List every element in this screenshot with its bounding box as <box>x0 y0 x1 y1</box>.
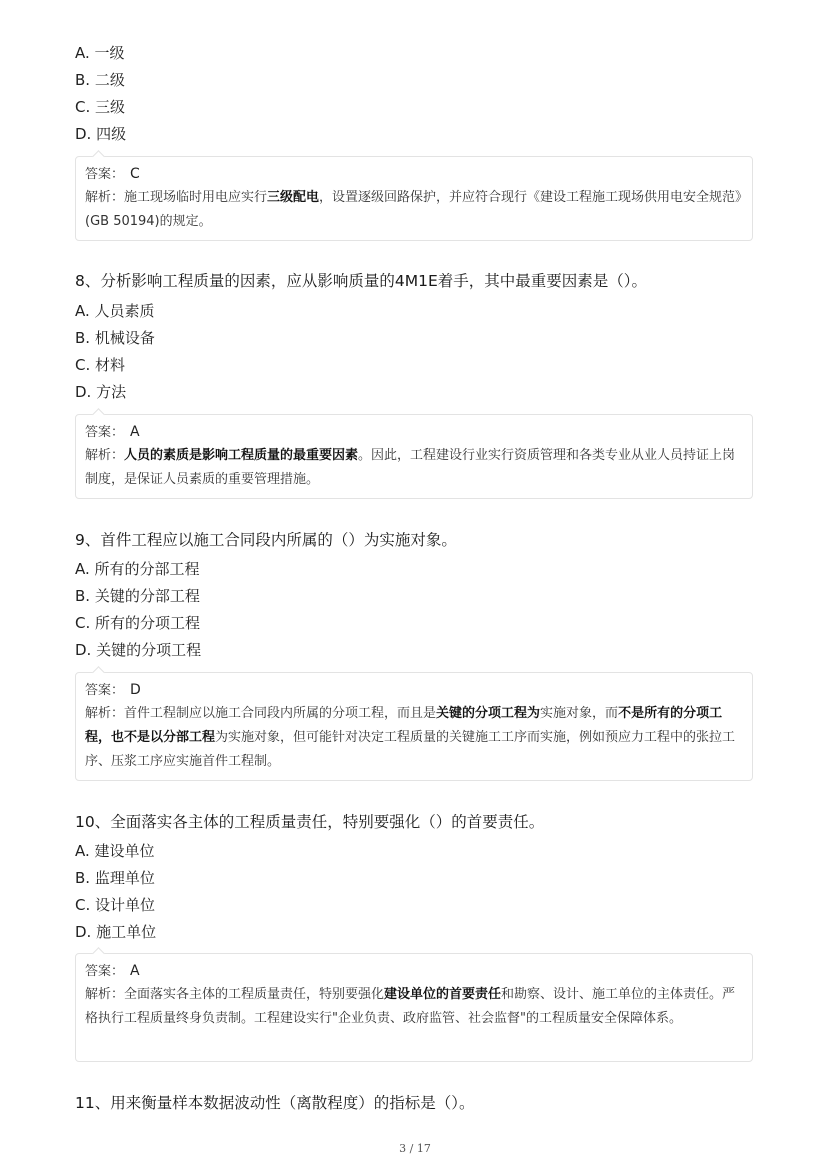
option-b <box>75 586 200 606</box>
option-label: C. <box>75 896 91 914</box>
answer-label: 答案： <box>85 964 125 979</box>
answer-box-q10 <box>75 953 753 1062</box>
option-d <box>75 124 126 144</box>
option-text: 所有的分部工程 <box>94 560 200 578</box>
answer-label: 答案： <box>85 683 125 698</box>
question-text: 分析影响工程质量的因素，应从影响质量的4M1E着手，其中最重要因素是（）。 <box>100 272 648 290</box>
answer-label: 答案： <box>85 167 125 182</box>
question-8 <box>75 270 647 292</box>
option-label: D. <box>75 641 92 659</box>
question-11 <box>75 1092 475 1114</box>
option-label: D. <box>75 923 92 941</box>
option-label: B. <box>75 71 91 89</box>
explanation <box>85 983 743 1031</box>
option-c <box>75 97 125 117</box>
option-text: 二级 <box>94 71 125 89</box>
question-number: 11、 <box>75 1094 111 1112</box>
answer-line <box>85 679 743 702</box>
option-d <box>75 382 126 402</box>
option-b <box>75 328 155 348</box>
option-text: 材料 <box>95 356 126 374</box>
option-text: 关键的分项工程 <box>96 641 202 659</box>
answer-line <box>85 421 743 444</box>
option-text: 三级 <box>95 98 126 116</box>
option-label: A. <box>75 560 90 578</box>
option-text: 建设单位 <box>94 842 155 860</box>
question-number: 10、 <box>75 813 111 831</box>
explanation-emphasis: 建设单位的首要责任 <box>384 987 502 1002</box>
option-c <box>75 613 200 633</box>
page-indicator: 3 / 17 <box>399 1142 431 1155</box>
option-label: A. <box>75 44 90 62</box>
explanation-text: 全面落实各主体的工程质量责任，特别要强化 <box>124 987 385 1002</box>
explanation-text: ，设置逐级回路保护，并应符合现行《建设工程施工现场供用电安全规范》(GB 50194)的规定。 <box>85 190 742 229</box>
pointer-notch <box>92 150 105 163</box>
question-9 <box>75 529 457 551</box>
option-label: C. <box>75 356 91 374</box>
option-text: 关键的分部工程 <box>94 587 200 605</box>
option-text: 所有的分项工程 <box>95 614 201 632</box>
explanation-emphasis: 人员的素质是影响工程质量的最重要因素 <box>124 448 359 463</box>
answer-value: A <box>130 424 140 440</box>
explanation-emphasis: 三级配电 <box>267 190 320 205</box>
explanation-text: 首件工程制应以施工合同段内所属的分项工程，而且是 <box>124 706 437 721</box>
question-number: 9、 <box>75 531 101 549</box>
option-d <box>75 640 201 660</box>
explanation-text: 和勘察、设计、施工单位的主体责任。严格执行工程质量终身负责制。工程建设实行"企业负责、政府监管、社会监督"的工程质量安全保障体系。 <box>85 987 736 1026</box>
option-b <box>75 868 155 888</box>
explanation-label: 解析： <box>85 706 125 721</box>
pointer-notch <box>92 947 105 960</box>
option-text: 方法 <box>96 383 127 401</box>
question-text: 用来衡量样本数据波动性（离散程度）的指标是（）。 <box>110 1094 475 1112</box>
explanation <box>85 444 743 492</box>
pointer-notch <box>92 408 105 421</box>
explanation-text: 实施对象，而 <box>540 706 619 721</box>
option-label: A. <box>75 302 90 320</box>
answer-label: 答案： <box>85 425 125 440</box>
explanation-label: 解析： <box>85 448 125 463</box>
option-a <box>75 559 200 579</box>
answer-value: C <box>130 166 140 182</box>
explanation-emphasis: 不是所有的分项工程，也不是以分部工程 <box>85 706 723 745</box>
option-text: 四级 <box>96 125 127 143</box>
explanation <box>85 186 743 234</box>
option-label: B. <box>75 329 91 347</box>
option-label: D. <box>75 383 92 401</box>
question-number: 8、 <box>75 272 101 290</box>
option-a <box>75 43 125 63</box>
question-text: 首件工程应以施工合同段内所属的（）为实施对象。 <box>100 531 457 549</box>
answer-box-q9 <box>75 672 753 781</box>
option-text: 监理单位 <box>94 869 155 887</box>
answer-box-q8 <box>75 414 753 499</box>
option-label: C. <box>75 614 91 632</box>
option-label: B. <box>75 587 91 605</box>
explanation-text: 。因此，工程建设行业实行资质管理和各类专业从业人员持证上岗制度，是保证人员素质的重要管理措施。 <box>85 448 736 487</box>
explanation-label: 解析： <box>85 190 125 205</box>
option-text: 设计单位 <box>95 896 156 914</box>
explanation <box>85 702 743 774</box>
option-text: 人员素质 <box>94 302 155 320</box>
option-label: B. <box>75 869 91 887</box>
option-text: 一级 <box>94 44 125 62</box>
option-a <box>75 841 155 861</box>
answer-box-q7 <box>75 156 753 241</box>
option-d <box>75 922 156 942</box>
option-text: 机械设备 <box>94 329 155 347</box>
option-label: D. <box>75 125 92 143</box>
pointer-notch <box>92 666 105 679</box>
explanation-label: 解析： <box>85 987 125 1002</box>
answer-line <box>85 960 743 983</box>
option-a <box>75 301 155 321</box>
explanation-text: 为实施对象，但可能针对决定工程质量的关键施工工序而实施，例如预应力工程中的张拉工序、压浆工序应实施首件工程制。 <box>85 730 736 769</box>
option-label: A. <box>75 842 90 860</box>
option-c <box>75 895 155 915</box>
question-text: 全面落实各主体的工程质量责任，特别要强化（）的首要责任。 <box>110 813 545 831</box>
explanation-emphasis: 关键的分项工程为 <box>436 706 541 721</box>
answer-value: A <box>130 963 140 979</box>
explanation-text: 施工现场临时用电应实行 <box>124 190 268 205</box>
option-text: 施工单位 <box>96 923 157 941</box>
question-10 <box>75 811 544 833</box>
option-b <box>75 70 125 90</box>
option-label: C. <box>75 98 91 116</box>
answer-line <box>85 163 743 186</box>
option-c <box>75 355 125 375</box>
answer-value: D <box>130 682 141 698</box>
